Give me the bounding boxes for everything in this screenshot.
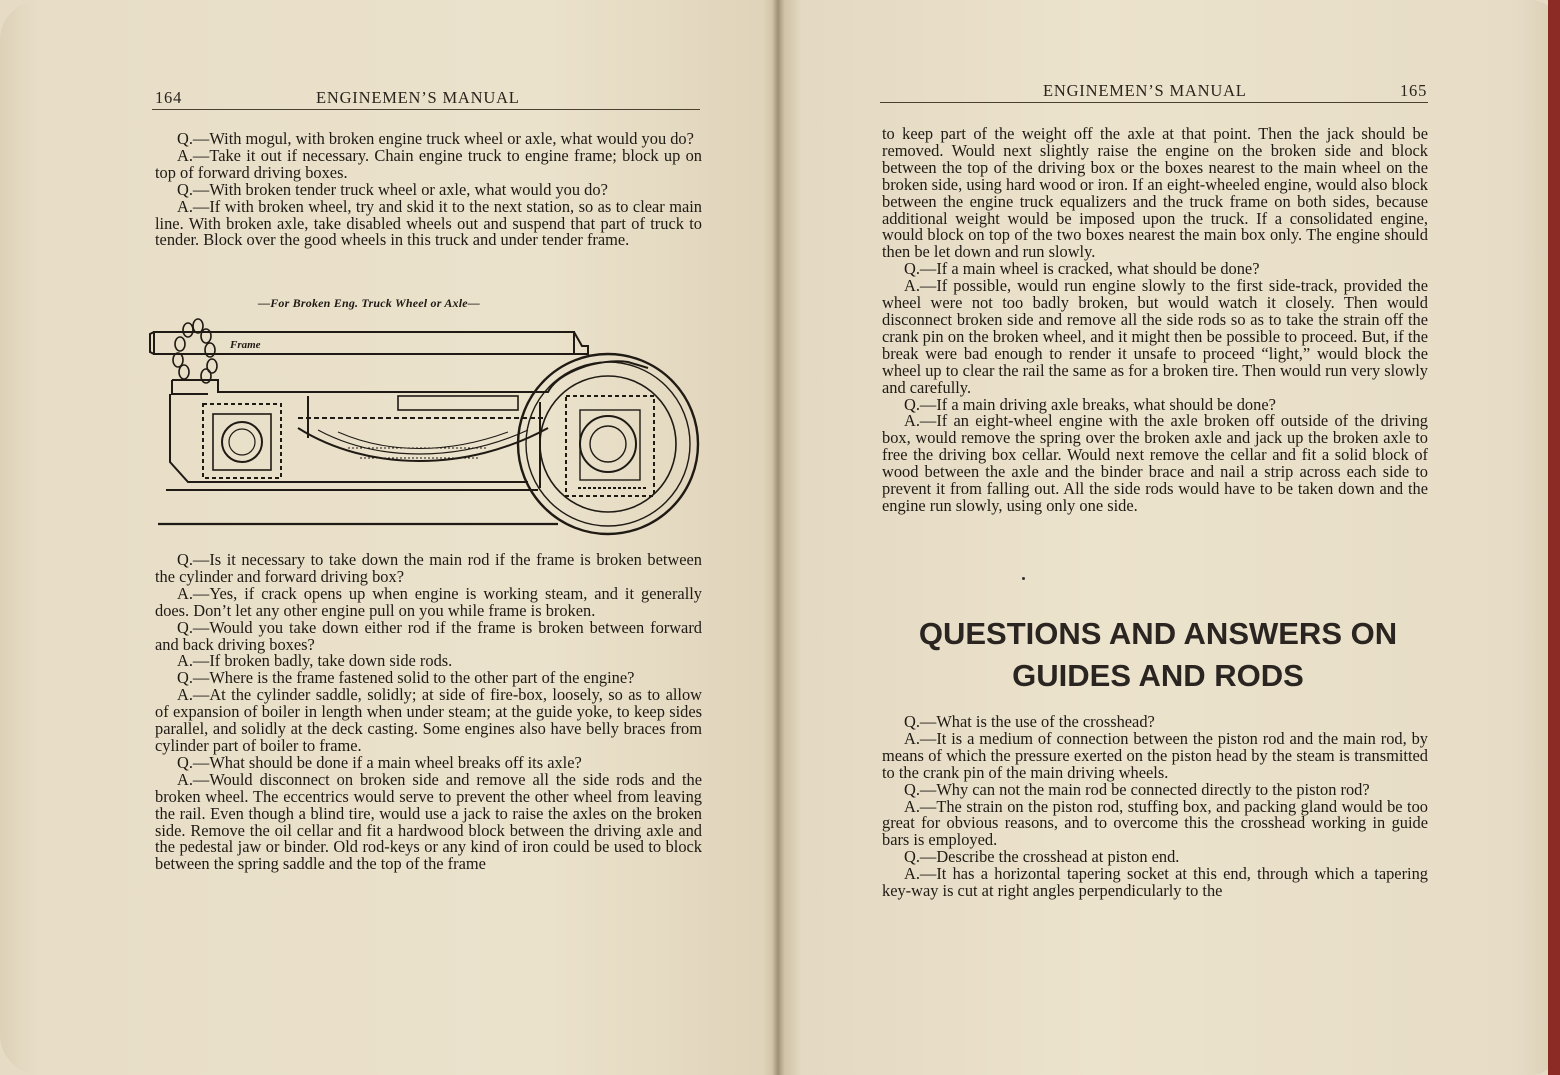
paragraph: A.—It is a medium of connection between the piston rod and the main rod, by means of which the pressure exerted on the piston head by the steam is transmitted to the crank pin of the main driving wheels. <box>882 728 1428 782</box>
left-running-head: ENGINEMEN’S MANUAL <box>316 88 520 107</box>
book-gutter <box>772 0 784 1075</box>
right-page-number: 165 <box>1400 81 1428 100</box>
right-text-bottom <box>882 714 1428 900</box>
paragraph: Q.—With mogul, with broken engine truck wheel or axle, what would you do? <box>177 129 694 148</box>
paragraph: A.—If an eight-wheel engine with the axle broken off outside of the driving box, would remove the spring over the broken axle and jack up the broken axle to free the driving box cellar. Would next remove the cellar and fit a solid block of wood between the axle and the binder brace and nail a strip across each side to prevent it from falling out. All the side rods would have to be taken down and the engine run slowly, using only one side. <box>882 411 1428 515</box>
paragraph: A.—Take it out if necessary. Chain engine truck to engine frame; block up on top of forward driving boxes. <box>155 145 702 182</box>
frame-label: Frame <box>230 339 261 351</box>
paragraph: A.—At the cylinder saddle, solidly; at side of fire-box, loosely, so as to allow of expansion of boiler in length when under steam; at the guide yoke, to keep sides parallel, and solidly at the deck casting. Some engines also have belly braces from cylinder part of boiler to frame. <box>155 685 702 755</box>
paragraph: Q.—Is it necessary to take down the main rod if the frame is broken between the cylinder and forward driving box? <box>155 550 702 586</box>
paragraph: Q.—Would you take down either rod if the frame is broken between forward and back driving boxes? <box>155 617 702 654</box>
left-header-rule <box>152 109 700 110</box>
frame-bar <box>154 332 574 354</box>
right-text-top <box>882 126 1428 515</box>
paragraph: A.—It has a horizontal tapering socket at this end, through which a tapering key-way is cut at right angles perpendicularly to the <box>882 864 1428 901</box>
paragraph: Q.—If a main wheel is cracked, what should be done? <box>904 259 1260 279</box>
book-edge <box>1548 0 1560 1075</box>
paragraph: Q.—What should be done if a main wheel breaks off its axle? <box>177 752 582 772</box>
paragraph: A.—If possible, would run engine slowly to the first side-track, provided the wheel were not too badly broken, but would watch it closely. Then would disconnect broken side and remove all the side rods so as to take the strain off the crank pin on the broken wheel, and it might then be possible to proceed. But, if the break were bad enough to render it unsafe to proceed “light,” would block the wheel up to clear the rail the same as for a broken tire. Then would run very slowly and carefully. <box>882 276 1428 397</box>
paragraph: A.—Would disconnect on broken side and remove all the side rods and the broken wheel. The eccentrics would serve to prevent the other wheel from leaving the rail. Even though a blind tire, would use a jack to raise the axles on the broken side. Remove the oil cellar and fit a hardwood block between the driving axle and the pedestal jaw or binder. Old rod-keys or any kind of iron could be used to block between the spring saddle and the top of the frame <box>155 769 702 874</box>
paragraph: Q.—Describe the crosshead at piston end. <box>904 847 1180 867</box>
left-page-number: 164 <box>155 88 183 107</box>
figure-caption: —For Broken Eng. Truck Wheel or Axle— <box>258 296 480 310</box>
left-text-top <box>155 131 702 249</box>
right-running-head: ENGINEMEN’S MANUAL <box>1043 81 1247 100</box>
paragraph: A.—If with broken wheel, try and skid it to the next station, so as to clear main line. With broken axle, take disabled wheels out and suspend that part of truck to tender. Block over the good wheels in this truck and under tender frame. <box>155 196 702 250</box>
paragraph: Q.—If a main driving axle breaks, what should be done? <box>904 394 1276 414</box>
paragraph: A.—Yes, if crack opens up when engine is working steam, and it generally does. Don’t let any other engine pull on you while frame is broken. <box>155 583 702 620</box>
paragraph: A.—The strain on the piston rod, stuffing box, and packing gland would be too great for obvious reasons, and to overcome this the crosshead working in guide bars is employed. <box>882 796 1428 850</box>
section-heading-line-2: GUIDES AND RODS <box>1012 658 1304 693</box>
ink-speck <box>1022 577 1025 580</box>
right-header-rule <box>880 102 1428 103</box>
left-text-bottom <box>155 552 702 873</box>
paragraph: Q.—What is the use of the crosshead? <box>904 712 1155 731</box>
paragraph: to keep part of the weight off the axle at that point. Then the jack should be removed. Would next slightly raise the engine on the broken side and block between the top of the driving box or the boxes nearest to the main wheel on the broken side, using hard wood or iron. If an eight-wheeled engine, would also block between the engine truck equalizers and the truck frame on both sides, because additional weight would be imposed upon the truck. If a consolidated engine, would block on top of the two boxes nearest the main box only. The engine should then be let down and run slowly. <box>882 124 1428 262</box>
paragraph: Q.—With broken tender truck wheel or axle, what would you do? <box>177 179 608 199</box>
section-heading-line-1: QUESTIONS AND ANSWERS ON <box>918 616 1398 651</box>
paragraph: Q.—Where is the frame fastened solid to the other part of the engine? <box>177 668 635 688</box>
engine-truck-diagram <box>148 312 708 542</box>
paragraph: A.—If broken badly, take down side rods. <box>177 651 453 671</box>
paragraph: Q.—Why can not the main rod be connected directly to the piston rod? <box>904 779 1370 799</box>
chain <box>173 319 217 383</box>
section-heading <box>868 613 1448 697</box>
